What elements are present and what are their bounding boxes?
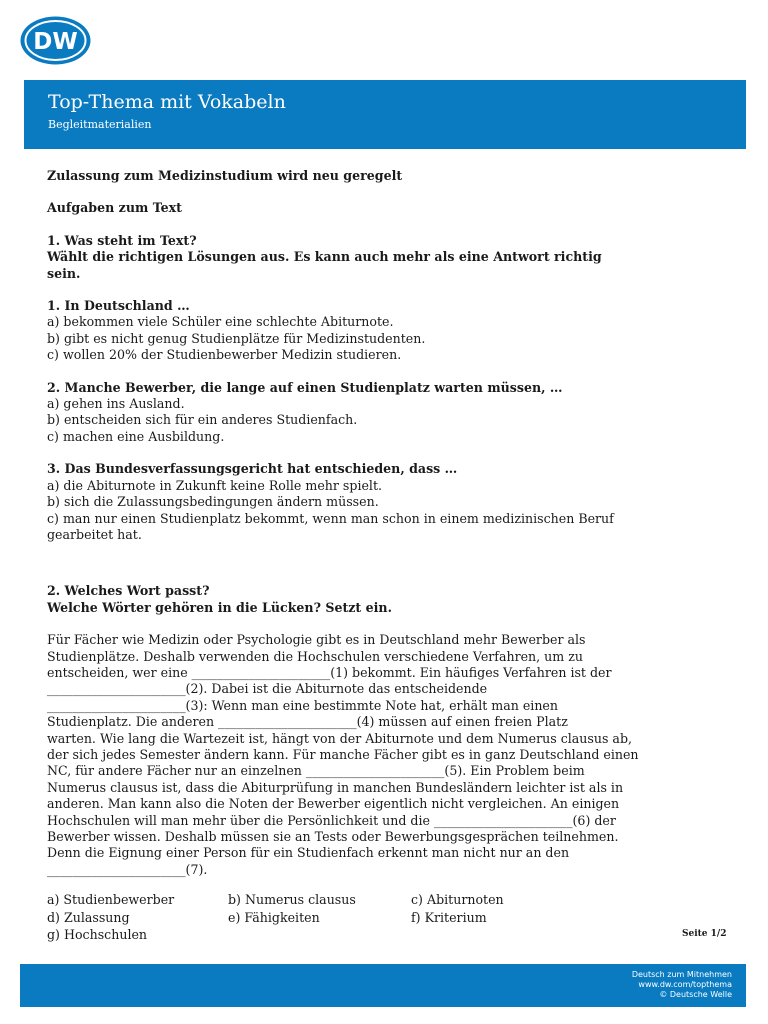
question3-option-c: c) man nur einen Studienplatz bekommt, wenn man schon in einem medizinischen Beruf	[47, 510, 614, 526]
paragraph-line: Denn die Eignung einer Person für ein Studienfach erkennt man nicht nur an den	[47, 845, 570, 861]
dw-logo	[20, 16, 91, 65]
cloze-paragraph	[47, 632, 687, 878]
footer-banner	[20, 964, 746, 1007]
paragraph-line: anderen. Man kann also die Noten der Bewerber eigentlich nicht vergleichen. An einigen	[47, 796, 620, 812]
header-banner	[24, 80, 746, 149]
paragraph-line: Für Fächer wie Medizin oder Psychologie gibt es in Deutschland mehr Bewerber als	[47, 632, 586, 648]
paragraph-line: der sich jedes Semester ändern kann. Für manche Fächer gibt es in ganz Deutschland einen	[47, 746, 639, 762]
section2-instruction: Welche Wörter gehören in die Lücken? Setzt ein.	[47, 599, 392, 615]
question1-option-c: c) wollen 20% der Studienbewerber Medizin studieren.	[47, 347, 402, 363]
word-option: a) Studienbewerber	[47, 892, 175, 908]
paragraph-line: entscheiden, wer eine ______________________(1) bekommt. Ein häufiges Verfahren ist der	[47, 664, 612, 680]
section1-instruction: Wählt die richtigen Lösungen aus. Es kann auch mehr als eine Antwort richtig	[47, 249, 602, 265]
word-option: c) Abiturnoten	[411, 892, 504, 908]
question1-title: 1. In Deutschland …	[47, 298, 190, 314]
footer-line-2: www.dw.com/topthema	[638, 980, 732, 989]
word-option: d) Zulassung	[47, 909, 130, 925]
paragraph-line: ______________________(2). Dabei ist die Abiturnote das entscheidende	[47, 681, 488, 697]
section1-instruction-cont: sein.	[47, 265, 81, 281]
question3-option-b: b) sich die Zulassungsbedingungen ändern müssen.	[47, 494, 379, 510]
logo-text: DW	[33, 29, 78, 55]
question2-option-a: a) gehen ins Ausland.	[47, 396, 185, 412]
doc-heading: Zulassung zum Medizinstudium wird neu geregelt	[47, 168, 403, 183]
word-option: e) Fähigkeiten	[228, 909, 320, 925]
header-title: Top-Thema mit Vokabeln	[48, 91, 286, 113]
tasks-heading: Aufgaben zum Text	[47, 200, 182, 216]
question3-option-c-cont: gearbeitet hat.	[47, 526, 142, 542]
document-body	[47, 168, 687, 943]
question2-title: 2. Manche Bewerber, die lange auf einen Studienplatz warten müssen, …	[47, 379, 563, 395]
question2-option-b: b) entscheiden sich für ein anderes Studienfach.	[47, 412, 358, 428]
word-options	[47, 892, 687, 943]
footer-line-1: Deutsch zum Mitnehmen	[631, 970, 732, 979]
paragraph-line: ______________________(3): Wenn man eine bestimmte Note hat, erhält man einen	[47, 697, 558, 713]
paragraph-line: Numerus clausus ist, dass die Abiturprüfung in manchen Bundesländern leichter ist als in	[47, 779, 624, 795]
paragraph-line: warten. Wie lang die Wartezeit ist, hängt von der Abiturnote und dem Numerus clausus ab,	[47, 730, 633, 746]
footer-line-3: © Deutsche Welle	[659, 990, 732, 999]
paragraph-line: Hochschulen will man mehr über die Persönlichkeit und die ______________________(6) der	[47, 812, 616, 828]
header-subtitle: Begleitmaterialien	[48, 118, 152, 131]
question1-option-b: b) gibt es nicht genug Studienplätze für Medizinstudenten.	[47, 330, 426, 346]
paragraph-line: ______________________(7).	[47, 861, 208, 877]
section1-title: 1. Was steht im Text?	[47, 232, 197, 248]
question3-title: 3. Das Bundesverfassungsgericht hat entschieden, dass …	[47, 461, 458, 477]
word-option: g) Hochschulen	[47, 927, 148, 943]
paragraph-line: Studienplatz. Die anderen ______________________(4) müssen auf einen freien Platz	[47, 714, 568, 730]
paragraph-line: Studienplätze. Deshalb verwenden die Hochschulen verschiedene Verfahren, um zu	[47, 648, 583, 664]
word-option: f) Kriterium	[411, 909, 487, 925]
word-option: b) Numerus clausus	[228, 892, 356, 908]
question2-option-c: c) machen eine Ausbildung.	[47, 428, 225, 444]
section2-title: 2. Welches Wort passt?	[47, 583, 210, 599]
paragraph-line: Bewerber wissen. Deshalb müssen sie an Tests oder Bewerbungsgesprächen teilnehmen.	[47, 829, 619, 844]
page-number: Seite 1/2	[682, 929, 727, 939]
question3-option-a: a) die Abiturnote in Zukunft keine Rolle mehr spielt.	[47, 477, 383, 493]
question1-option-a: a) bekommen viele Schüler eine schlechte Abiturnote.	[47, 314, 394, 330]
paragraph-line: NC, für andere Fächer nur an einzelnen ______________________(5). Ein Problem beim	[47, 763, 585, 779]
